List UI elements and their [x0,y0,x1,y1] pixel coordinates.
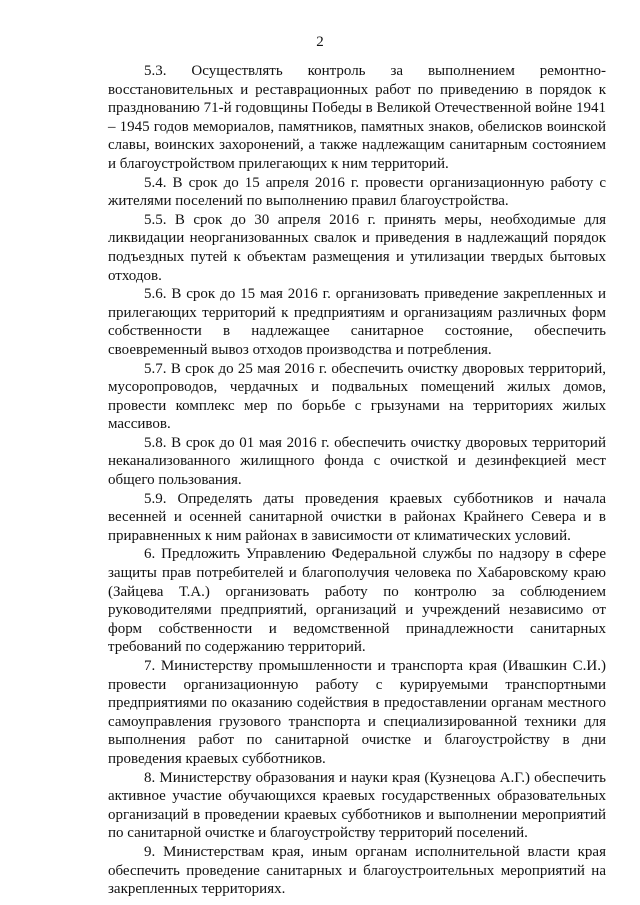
paragraph-5-8: 5.8. В срок до 01 мая 2016 г. обеспечить очистку дворовых территорий неканализованного жилищного фонда с очисткой и дезинфекцией мест общего пользования. [108,434,606,489]
page-number: 2 [316,34,324,50]
paragraph-7: 7. Министерству промышленности и транспорта края (Ивашкин С.И.) провести организационную работу с курируемыми транспортными предприятиями по оказанию содействия в предоставлении органам местного самоуправления грузового транспорта и специализированной техники для выполнения работ по санитарной очистке и благоустройству в дни проведения краевых субботников. [108,658,606,767]
paragraph-5-4: 5.4. В срок до 15 апреля 2016 г. провести организационную работу с жителями поселений по выполнению правил благоустройства. [108,174,606,210]
paragraph-8: 8. Министерству образования и науки края (Кузнецова А.Г.) обеспечить активное участие обучающихся краевых государственных образовательных организаций в проведении краевых субботников и выполнении мероприятий по санитарной очистке и благоустройству территорий поселений. [108,769,606,842]
paragraph-5-3: 5.3. Осуществлять контроль за выполнением ремонтно-восстановительных и реставрационных работ по приведению в порядок к празднованию 71-й годовщины Победы в Великой Отечественной войне 1941 – 1945 годов мемориалов, памятников, памятных знаков, обелисков воинской славы, воинских захоронений, а также надлежащим санитарным состоянием и благоустройством прилегающих к ним территорий. [108,63,606,172]
paragraph-5-5: 5.5. В срок до 30 апреля 2016 г. принять меры, необходимые для ликвидации неорганизованных свалок и приведения в надлежащий порядок подъездных путей к объектам размещения и утилизации твердых бытовых отходов. [108,211,606,284]
paragraph-5-6: 5.6. В срок до 15 мая 2016 г. организовать приведение закрепленных и прилегающих территорий к предприятиям и организациям различных форм собственности в надлежащее санитарное состояние, обеспечить своевременный вывоз отходов производства и потребления. [108,286,606,358]
paragraph-5-7: 5.7. В срок до 25 мая 2016 г. обеспечить очистку дворовых территорий, мусоропроводов, чердачных и подвальных помещений жилых домов, провести комплекс мер по борьбе с грызунами на территориях жилых массивов. [108,360,606,433]
paragraph-9: 9. Министерствам края, иным органам исполнительной власти края обеспечить проведение санитарных и благоустроительных мероприятий на закрепленных территориях. [108,843,606,898]
paragraph-5-9: 5.9. Определять даты проведения краевых субботников и начала весенней и осенней санитарной очистки в районах Крайнего Севера и в приравненных к ним районах в зависимости от климатических условий. [108,490,606,544]
paragraph-6: 6. Предложить Управлению Федеральной службы по надзору в сфере защиты прав потребителей и благополучия человека по Хабаровскому краю (Зайцева Т.А.) организовать работу по контролю за соблюдением руководителями предприятий, организаций и учреждений независимо от форм собственности и ведомственной принадлежности санитарных требований по содержанию территорий. [108,546,606,656]
document-body [108,62,606,899]
